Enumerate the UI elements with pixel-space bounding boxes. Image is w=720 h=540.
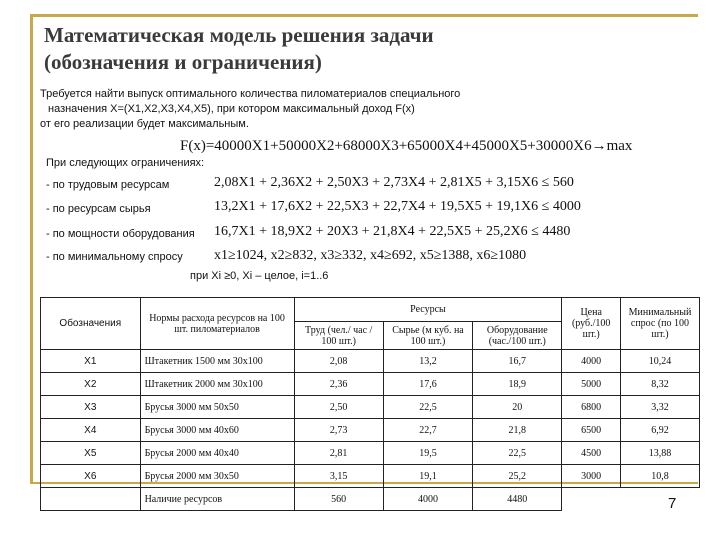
row-raw: 19,5 <box>383 442 472 465</box>
constraint-expr-equipment: 16,7X1 + 18,9X2 + 20X3 + 21,8X4 + 22,5X5 + 25,2X6 ≤ 4480 <box>214 224 571 239</box>
row-price: 6800 <box>562 396 621 419</box>
row-raw: 22,5 <box>383 396 472 419</box>
row-equipment: 22,5 <box>473 442 562 465</box>
objective-function: F(x)=40000X1+50000X2+68000X3+65000X4+45000X5+30000X6→max <box>180 138 633 154</box>
row-demand: 8,32 <box>620 373 699 396</box>
availability-labor: 560 <box>294 488 383 511</box>
availability-label: Наличие ресурсов <box>140 488 294 511</box>
header-resources: Ресурсы <box>294 298 562 322</box>
row-code: X6 <box>41 465 141 488</box>
row-code: X3 <box>41 396 141 419</box>
constraint-expr-labor: 2,08X1 + 2,36X2 + 2,50X3 + 2,73X4 + 2,81X5 + 3,15X6 ≤ 560 <box>214 175 574 190</box>
header-labor: Труд (чел./ час / 100 шт.) <box>294 322 383 350</box>
row-demand: 10,24 <box>620 350 699 373</box>
availability-empty-cell <box>41 488 141 511</box>
row-name: Брусья 3000 мм 50х50 <box>140 396 294 419</box>
row-price: 4500 <box>562 442 621 465</box>
row-labor: 3,15 <box>294 465 383 488</box>
intro-line-3: от его реализации будет максимальным. <box>40 118 249 130</box>
row-code: X2 <box>41 373 141 396</box>
row-price: 6500 <box>562 419 621 442</box>
table-row <box>41 396 700 419</box>
row-price: 3000 <box>562 465 621 488</box>
row-name: Брусья 2000 мм 30х50 <box>140 465 294 488</box>
availability-raw: 4000 <box>383 488 472 511</box>
table-row <box>41 350 700 373</box>
title-line-1: Математическая модель решения задачи <box>44 23 434 47</box>
row-name: Брусья 3000 мм 40х60 <box>140 419 294 442</box>
problem-statement <box>40 87 540 132</box>
row-name: Штакетник 2000 мм 30х100 <box>140 373 294 396</box>
row-code: X4 <box>41 419 141 442</box>
row-name: Штакетник 1500 мм 30х100 <box>140 350 294 373</box>
table-row <box>41 442 700 465</box>
row-name: Брусья 2000 мм 40х40 <box>140 442 294 465</box>
row-labor: 2,08 <box>294 350 383 373</box>
top-frame-line <box>30 14 698 17</box>
constraint-expr-raw: 13,2X1 + 17,6X2 + 22,5X3 + 22,7X4 + 19,5X5 + 19,1X6 ≤ 4000 <box>214 199 581 214</box>
table-row <box>41 373 700 396</box>
availability-row <box>41 488 700 511</box>
header-min-demand: Минимальный спрос (по 100 шт.) <box>620 298 699 350</box>
header-designation: Обозначения <box>41 298 141 350</box>
row-demand: 10,8 <box>620 465 699 488</box>
row-price: 4000 <box>562 350 621 373</box>
constraint-label-labor: - по трудовым ресурсам <box>46 179 170 191</box>
constraint-label-equipment: - по мощности оборудования <box>46 228 195 240</box>
header-price: Цена (руб./100 шт.) <box>562 298 621 350</box>
row-code: X1 <box>41 350 141 373</box>
constraints-intro: При следующих ограничениях: <box>46 157 205 169</box>
row-equipment: 25,2 <box>473 465 562 488</box>
constraint-expr-demand: x1≥1024, x2≥832, x3≥332, x4≥692, x5≥1388, x6≥1080 <box>214 248 527 263</box>
slide-title <box>44 22 434 76</box>
title-line-2: (обозначения и ограничения) <box>44 50 322 74</box>
integer-condition: при Xi ≥0, Xi – целое, i=1..6 <box>190 270 329 282</box>
availability-equipment: 4480 <box>473 488 562 511</box>
row-raw: 19,1 <box>383 465 472 488</box>
constraint-label-demand: - по минимальному спросу <box>46 251 183 263</box>
row-raw: 22,7 <box>383 419 472 442</box>
row-raw: 13,2 <box>383 350 472 373</box>
row-demand: 3,32 <box>620 396 699 419</box>
resources-table <box>40 297 700 511</box>
row-equipment: 16,7 <box>473 350 562 373</box>
row-equipment: 20 <box>473 396 562 419</box>
row-labor: 2,36 <box>294 373 383 396</box>
row-raw: 17,6 <box>383 373 472 396</box>
row-equipment: 21,8 <box>473 419 562 442</box>
intro-line-2: назначения X=(X1,X2,X3,X4,X5), при котором максимальный доход F(x) <box>48 103 415 115</box>
row-demand: 13,88 <box>620 442 699 465</box>
row-equipment: 18,9 <box>473 373 562 396</box>
row-code: X5 <box>41 442 141 465</box>
availability-blank <box>562 488 700 511</box>
constraint-label-raw: - по ресурсам сырья <box>46 203 151 215</box>
header-raw: Сырье (м куб. на 100 шт.) <box>383 322 472 350</box>
page-number: 7 <box>668 495 677 512</box>
row-price: 5000 <box>562 373 621 396</box>
header-norms: Нормы расхода ресурсов на 100 шт. пиломатериалов <box>140 298 294 350</box>
table-row <box>41 465 700 488</box>
row-demand: 6,92 <box>620 419 699 442</box>
row-labor: 2,73 <box>294 419 383 442</box>
intro-line-1: Требуется найти выпуск оптимального количества пиломатериалов специального <box>40 88 461 100</box>
row-labor: 2,50 <box>294 396 383 419</box>
header-equipment: Оборудование (час./100 шт.) <box>473 322 562 350</box>
left-frame-line <box>30 14 33 484</box>
table-row <box>41 419 700 442</box>
row-labor: 2,81 <box>294 442 383 465</box>
